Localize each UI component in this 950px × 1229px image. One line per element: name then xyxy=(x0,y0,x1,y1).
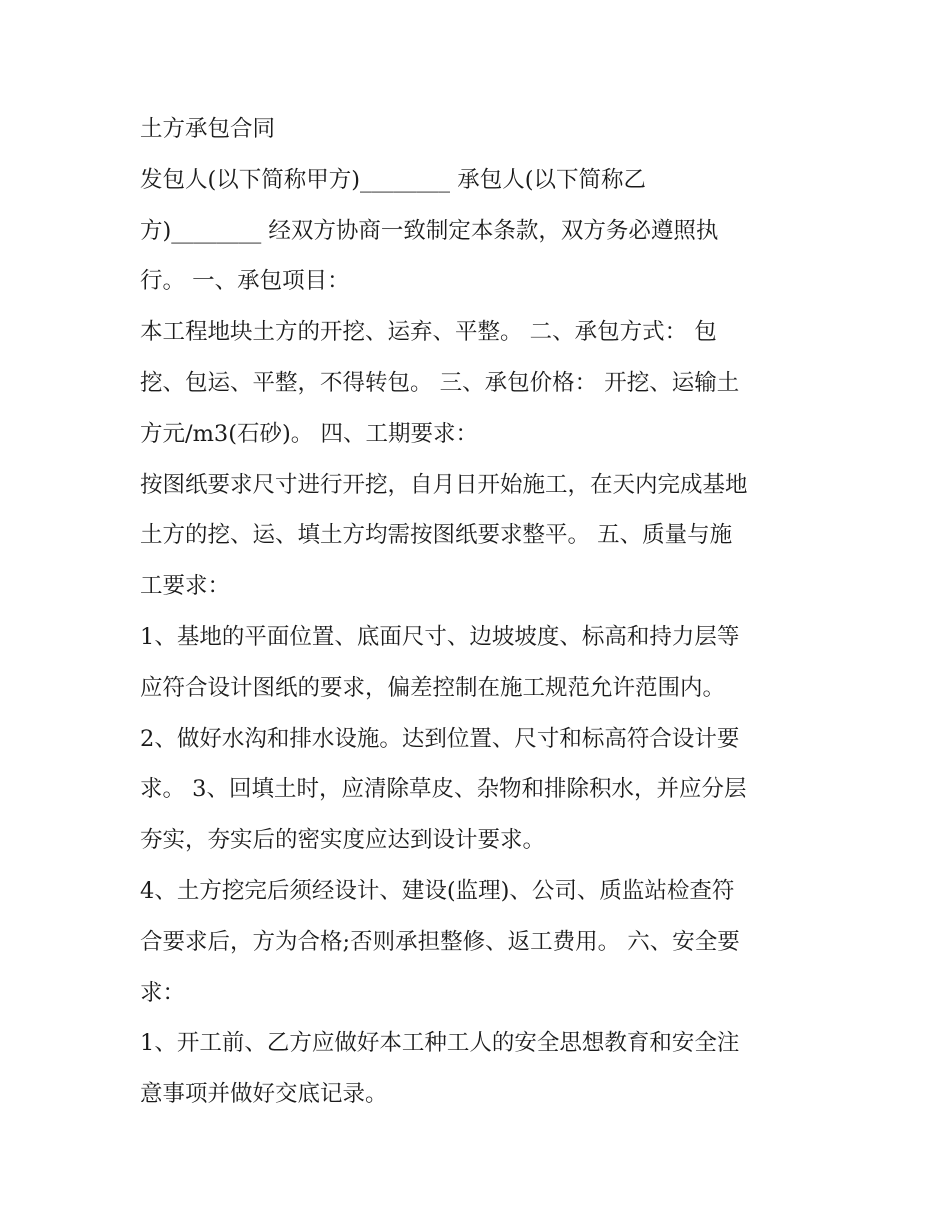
text-line: 夯实，夯实后的密实度应达到设计要求。 xyxy=(140,827,546,854)
text-line: 挖、包运、平整，不得转包。 三、承包价格： 开挖、运输土 xyxy=(140,369,740,396)
text-line: 4、土方挖完后须经设计、建设(监理)、公司、质监站检查符 xyxy=(140,877,735,904)
document-title: 土方承包合同 xyxy=(140,116,276,142)
text-line: 方元/m3(石砂)。 四、工期要求： xyxy=(140,420,478,447)
text-line: 1、基地的平面位置、底面尺寸、边坡坡度、标高和持力层等 xyxy=(140,623,740,650)
text-line: 应符合设计图纸的要求，偏差控制在施工规范允许范围内。 xyxy=(140,674,726,701)
text-line: 合要求后，方为合格;否则承担整修、返工费用。 六、安全要 xyxy=(140,928,740,955)
document-body xyxy=(140,104,820,1120)
text-line: 2、做好水沟和排水设施。达到位置、尺寸和标高符合设计要 xyxy=(140,725,740,752)
text-line: 方)________ 经双方协商一致制定本条款，双方务必遵照执 xyxy=(140,217,719,244)
text-line: 发包人(以下简称甲方)________ 承包人(以下简称乙 xyxy=(140,166,646,193)
text-line: 求： xyxy=(140,979,186,1006)
text-line: 求。 3、回填土时，应清除草皮、杂物和排除积水，并应分层 xyxy=(140,776,747,803)
text-line: 本工程地块土方的开挖、运弃、平整。 二、承包方式： 包 xyxy=(140,319,717,346)
text-line: 按图纸要求尺寸进行开挖，自月日开始施工，在天内完成基地 xyxy=(140,471,748,498)
text-line: 土方的挖、运、填土方均需按图纸要求整平。 五、质量与施 xyxy=(140,522,733,549)
text-line: 行。 一、承包项目： xyxy=(140,268,350,295)
text-line: 1、开工前、乙方应做好本工种工人的安全思想教育和安全注 xyxy=(140,1030,740,1057)
text-line: 意事项并做好交底记录。 xyxy=(140,1081,388,1108)
text-line: 工要求： xyxy=(140,573,231,600)
